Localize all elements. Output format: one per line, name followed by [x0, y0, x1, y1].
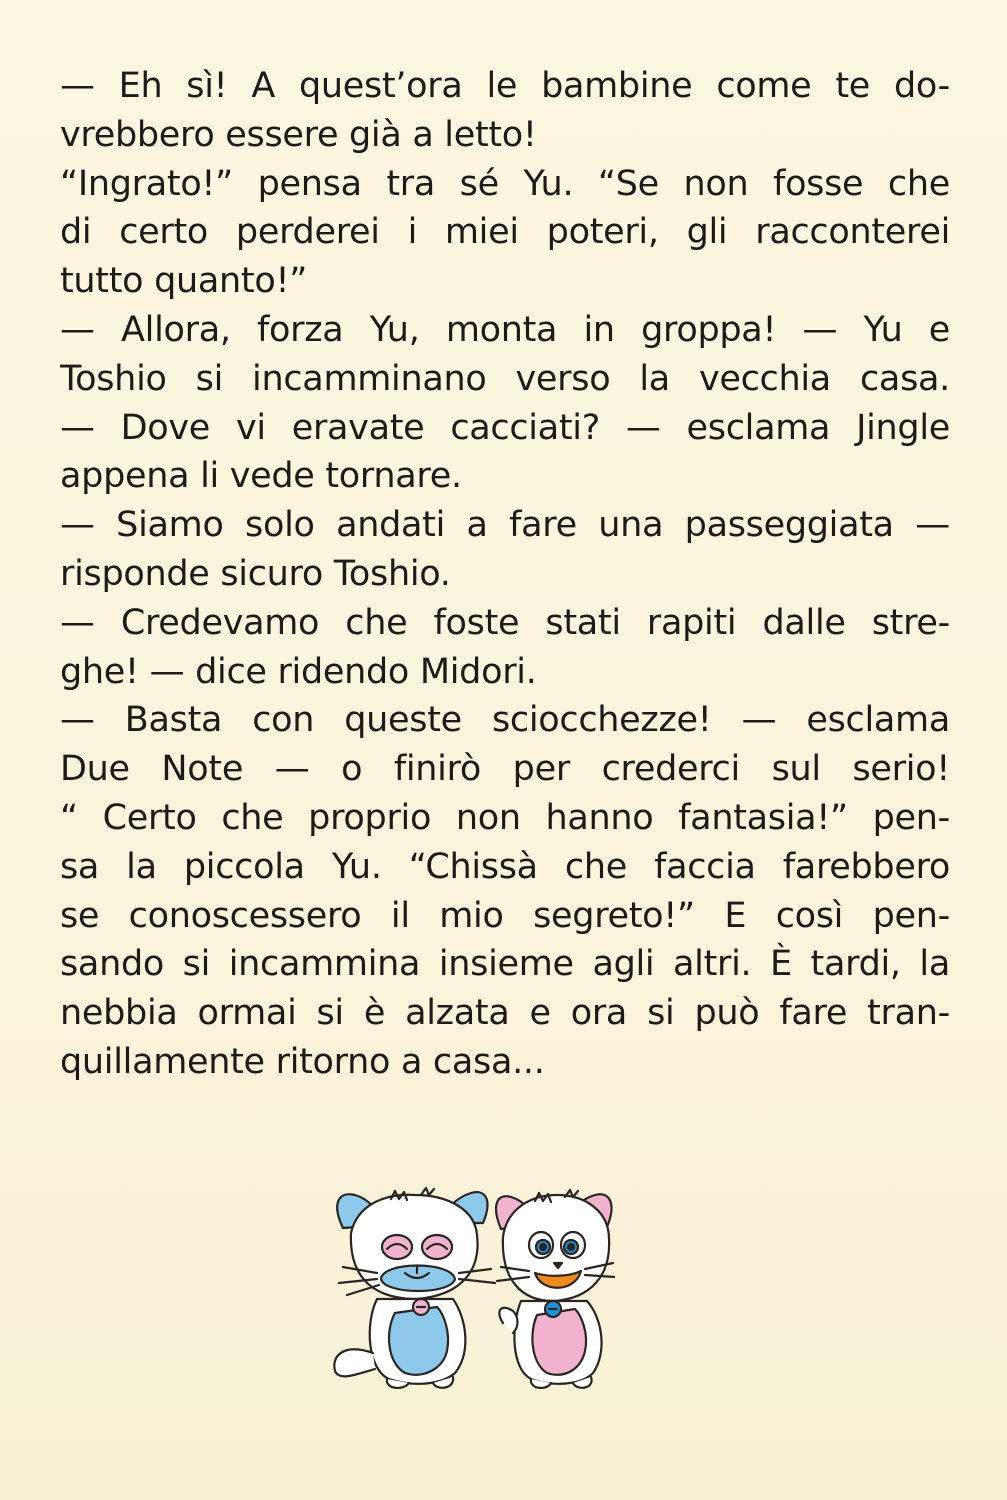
text-line: vrebbero essere già a letto!: [60, 114, 537, 155]
text-line: risponde sicuro Toshio.: [60, 553, 451, 594]
story-text: [60, 62, 950, 1087]
blue-cat-icon: [334, 1188, 495, 1388]
text-line: — Credevamo che foste stati rapiti dalle stre-: [60, 602, 950, 643]
text-line: sando si incammina insieme agli altri. È tardi, la: [60, 944, 950, 985]
text-line: ghe! — dice ridendo Midori.: [60, 651, 537, 692]
text-line: — Eh sì! A quest’ora le bambine come te do-: [60, 66, 950, 106]
text-line: Due Note — o finirò per crederci sul serio!: [60, 749, 950, 790]
text-line: se conoscessero il mio segreto!” E così pen-: [60, 895, 950, 936]
text-line: — Basta con queste sciocchezze! — esclama: [60, 700, 950, 741]
cats-illustration: [325, 1183, 615, 1395]
text-line: quillamente ritorno a casa...: [60, 1041, 545, 1082]
text-line: — Siamo solo andati a fare una passeggiata —: [60, 505, 950, 546]
text-line: Toshio si incamminano verso la vecchia casa.: [60, 358, 950, 399]
pink-cat-icon: [496, 1190, 615, 1388]
text-line: “Ingrato!” pensa tra sé Yu. “Se non fosse che: [60, 163, 950, 204]
text-line: sa la piccola Yu. “Chissà che faccia farebbero: [60, 846, 950, 887]
text-line: di certo perderei i miei poteri, gli racconterei: [60, 212, 950, 253]
text-line: appena li vede tornare.: [60, 456, 462, 497]
text-line: tutto quanto!”: [60, 261, 308, 302]
text-line: nebbia ormai si è alzata e ora si può fare tran-: [60, 993, 950, 1034]
text-line: “ Certo che proprio non hanno fantasia!” pen-: [60, 797, 950, 838]
text-line: — Allora, forza Yu, monta in groppa! — Yu e: [60, 309, 950, 350]
text-line: — Dove vi eravate cacciati? — esclama Jingle: [60, 407, 950, 448]
